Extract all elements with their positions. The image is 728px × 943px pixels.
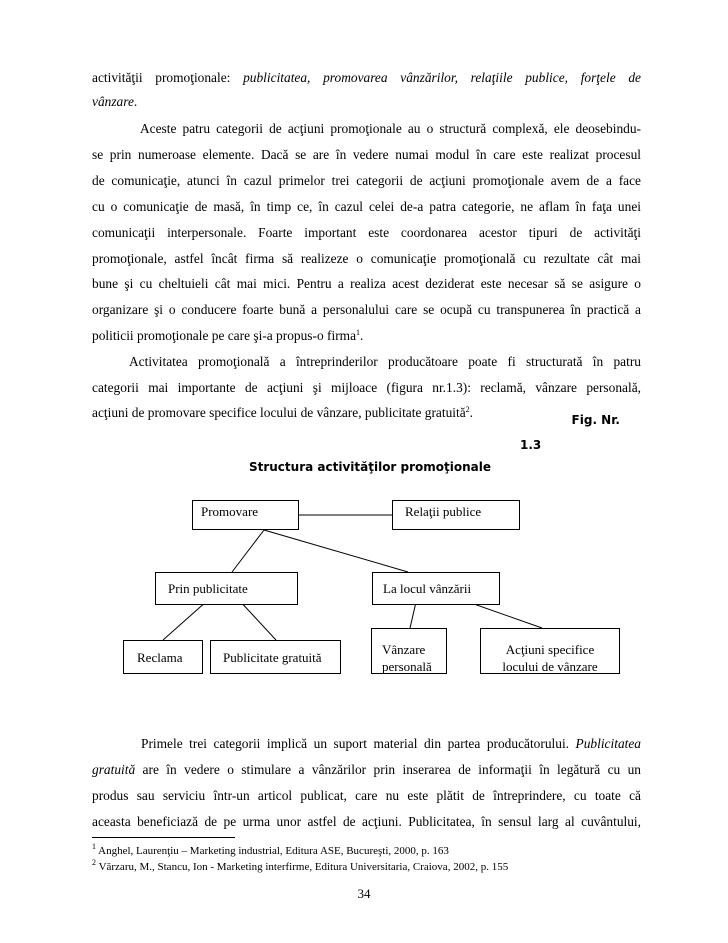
node-promovare: Promovare (192, 500, 299, 530)
footnote-text: Vărzaru, M., Stancu, Ion - Marketing interfirme, Editura Universitaria, Craiova, 2002, p. 155 (98, 861, 509, 873)
node-text-line: Vânzare (382, 642, 426, 657)
text-line: organizare şi o conducere foarte bună a personalului care se ocupă cu transpunerea în practică a (92, 302, 641, 317)
text-span: politicii promoţionale pe care şi-a propus-o firma (92, 328, 357, 343)
text-span: Primele trei categorii implică un suport material din partea producătorului. (141, 736, 576, 751)
node-text-line: personală (382, 659, 432, 674)
footnote-ref: 2 (465, 405, 470, 414)
footnote-number: 2 (92, 858, 96, 867)
node-text-line: locului de vânzare (502, 659, 598, 674)
footnote-ref: 1 (356, 328, 361, 337)
text-span: acţiuni de promovare specifice locului de vânzare, publicitate gratuită (92, 405, 466, 420)
text-line: se prin numeroase elemente. Dacă se are în vedere numai modul în care este realizat procesul (92, 147, 641, 162)
node-actiuni-specifice (480, 628, 620, 674)
figure-label-number: 1.3 (520, 438, 542, 452)
text-span: activităţii promoţionale: (92, 70, 244, 85)
text-line: Aceste patru categorii de acţiuni promoţionale au o structură complexă, ele deosebindu- (140, 121, 641, 136)
text-span: . (469, 405, 474, 420)
text-span: are în vedere o stimulare a vânzărilor prin inserarea de informaţii în legătură cu un (135, 762, 641, 777)
footnote (92, 842, 449, 858)
text-line: de comunicaţie, atunci în cazul primelor trei categorii de acţiuni promoţionale avem de a face (92, 173, 641, 188)
text-line: produs sau serviciu într-un articol publicat, care nu este plătit de întreprindere, cu toate că (92, 788, 641, 803)
page-number: 34 (357, 886, 371, 901)
node-publicitate-gratuita: Publicitate gratuită (210, 640, 341, 674)
text-span: . (360, 328, 364, 343)
connector-promovare-locul (264, 530, 408, 572)
node-la-locul-vanzarii: La locul vânzării (372, 572, 500, 605)
italic-span: Publicitatea (575, 736, 641, 751)
node-reclama: Reclama (123, 640, 203, 674)
footnote-separator (92, 837, 235, 838)
text-line: aceasta beneficiază de pe urma unor astfel de acţiuni. Publicitatea, în sensul larg al cuvântului, (92, 814, 641, 829)
italic-span: vânzare (92, 94, 134, 109)
italic-span: publicitatea, promovarea vânzărilor, relaţiile publice, forţele de (243, 70, 641, 85)
text-line: Activitatea promoţională a întreprinderilor producătoare poate fi structurată în patru (129, 354, 641, 369)
footnote-text: Anghel, Laurenţiu – Marketing industrial, Editura ASE, Bucureşti, 2000, p. 163 (98, 845, 449, 857)
text-line: bune şi cu cheltuieli cât mai mici. Pentru a realiza acest deziderat este necesar să se asigure o (92, 276, 641, 291)
connector-promovare-publicitate (232, 530, 264, 572)
text-line: categorii mai importante de acţiuni şi mijloace (figura nr.1.3): reclamă, vânzare personală, (92, 380, 641, 395)
node-prin-publicitate: Prin publicitate (155, 572, 298, 605)
text-line (141, 735, 641, 753)
text-line: promoţionale, astfel încât firma să realizeze o comunicaţie promoţională cu rezultate cât mai (92, 251, 641, 266)
text-line: comunicaţii interpersonale. Foarte important este coordonarea acestor tipuri de activităţi (92, 225, 641, 240)
figure-label: Fig. Nr. (571, 413, 620, 427)
text-line (92, 761, 641, 779)
node-vanzare-personala (371, 628, 447, 674)
text-span: . (133, 94, 138, 109)
footnote (92, 858, 509, 874)
node-relatii-publice: Relaţii publice (392, 500, 520, 530)
footnote-number: 1 (92, 842, 96, 851)
figure-title: Structura activităţilor promoţionale (248, 460, 492, 474)
italic-span: gratuită (92, 762, 136, 777)
node-text-line: Acţiuni specifice (505, 642, 595, 657)
text-line: cu o comunicaţie de masă, în timp ce, în cazul celei de-a patra categorie, ne aflam în faţa unei (92, 199, 641, 214)
